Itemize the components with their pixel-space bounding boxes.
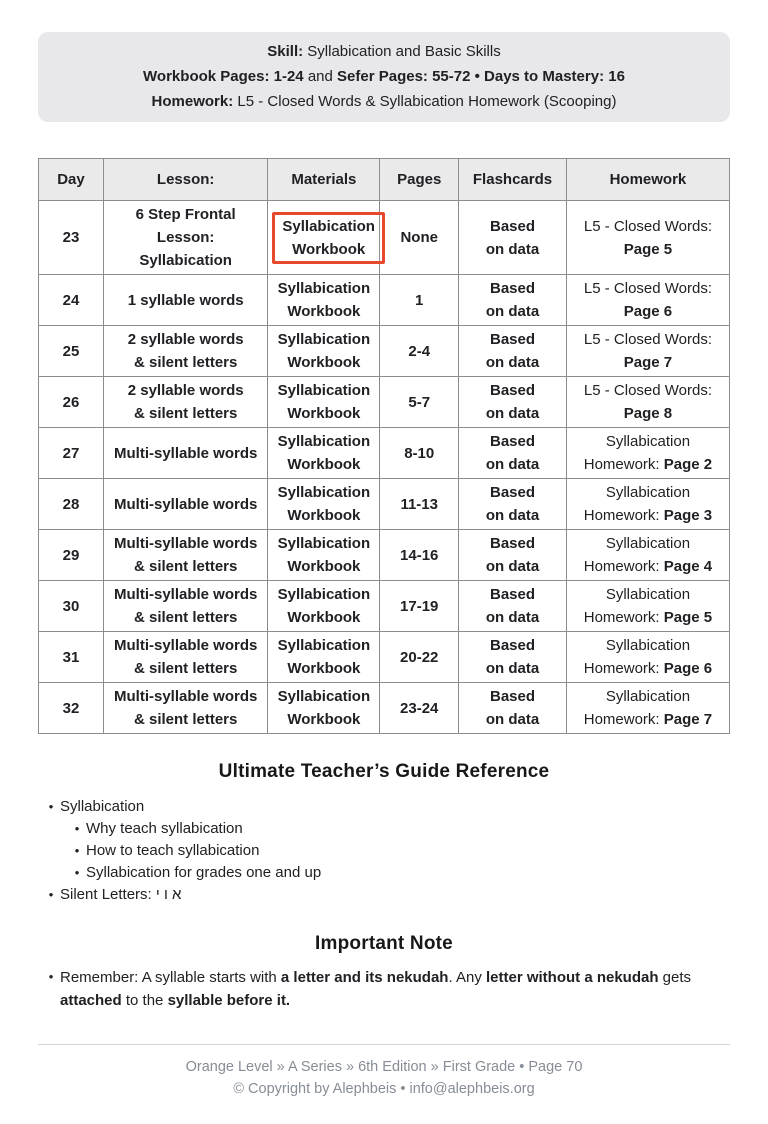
text-line: Based — [489, 535, 536, 552]
cell-lesson — [103, 530, 267, 581]
note-title: Important Note — [315, 933, 453, 954]
table-row — [39, 683, 730, 734]
reference-item-label: Silent Letters: א ו י — [60, 886, 182, 903]
bullet-icon: • — [74, 821, 80, 836]
note-text — [58, 966, 730, 1012]
cell-day: 27 — [39, 428, 104, 479]
text-line: Syllabication — [282, 217, 375, 235]
text-line: Syllabication — [139, 252, 232, 269]
text-line: Based — [489, 280, 536, 297]
text-line: Syllabication — [277, 637, 371, 654]
column-header-homework: Homework — [566, 159, 729, 201]
cell-materials — [268, 530, 380, 581]
text-line: Multi-syllable words — [114, 444, 258, 462]
text-line: Based — [489, 433, 536, 450]
text-segment: Syllabication — [605, 586, 691, 603]
text-line: Workbook — [287, 456, 361, 473]
table-row — [39, 201, 730, 275]
cell-homework — [566, 326, 729, 377]
footer-breadcrumb: Orange Level » A Series » 6th Edition » First Grade • Page 70 — [185, 1059, 583, 1075]
bullet-icon: • — [74, 865, 80, 880]
text-line: Based — [489, 331, 536, 348]
reference-list — [38, 796, 730, 906]
cell-homework — [566, 581, 729, 632]
text-segment: letter without a nekudah — [486, 969, 659, 986]
text-line: Workbook — [287, 609, 361, 626]
reference-item-label: Syllabication for grades one and up — [86, 864, 322, 881]
cell-day: 31 — [39, 632, 104, 683]
text-segment: L5 - Closed Words: — [583, 331, 712, 348]
cell-lesson — [103, 275, 267, 326]
table-row — [39, 428, 730, 479]
lesson-schedule-table — [38, 158, 730, 734]
text-segment: Page 2 — [663, 456, 713, 473]
text-line: 6 Step Frontal Lesson: — [135, 206, 236, 246]
cell-materials — [268, 428, 380, 479]
text-line: & silent letters — [133, 711, 238, 728]
cell-homework — [566, 428, 729, 479]
text-line: Syllabication — [277, 280, 371, 297]
column-header-materials: Materials — [268, 159, 380, 201]
cell-homework — [566, 632, 729, 683]
cell-pages: 1 — [380, 275, 459, 326]
cell-homework — [566, 683, 729, 734]
footer-copyright: © Copyright by Alephbeis • info@alephbeis.org — [233, 1081, 535, 1097]
summary-homework-line — [58, 89, 710, 114]
text-segment: Homework: — [583, 558, 664, 575]
text-line: Based — [489, 484, 536, 501]
cell-lesson — [103, 428, 267, 479]
reference-item-label: Syllabication — [60, 798, 145, 815]
text-line: on data — [485, 660, 540, 677]
cell-day: 26 — [39, 377, 104, 428]
text-line: Multi-syllable words — [114, 637, 258, 654]
cell-day: 24 — [39, 275, 104, 326]
note-item — [44, 966, 730, 1012]
table-body — [39, 201, 730, 734]
cell-flashcards — [459, 581, 567, 632]
cell-homework — [566, 479, 729, 530]
text-line: Workbook — [287, 354, 361, 371]
bullet-icon: • — [74, 843, 80, 858]
text-segment: L5 - Closed Words: — [583, 382, 712, 399]
text-line: Syllabication — [277, 535, 371, 552]
text-line: Multi-syllable words — [114, 688, 258, 705]
summary-pages-line — [58, 64, 710, 89]
text-segment: Homework: — [583, 660, 664, 677]
text-segment: Syllabication — [605, 484, 691, 501]
cell-lesson — [103, 326, 267, 377]
cell-lesson — [103, 581, 267, 632]
cell-flashcards — [459, 428, 567, 479]
text-segment: Page 7 — [623, 354, 673, 371]
text-line: & silent letters — [133, 354, 238, 371]
text-segment: Page 6 — [663, 660, 713, 677]
cell-flashcards — [459, 530, 567, 581]
cell-materials — [268, 377, 380, 428]
text-segment: Syllabication — [605, 535, 691, 552]
cell-pages: 8-10 — [380, 428, 459, 479]
text-segment: Page 7 — [663, 711, 713, 728]
text-segment: Page 5 — [623, 240, 673, 258]
text-segment: Syllabication — [605, 688, 691, 705]
cell-pages: None — [380, 201, 459, 275]
text-line: Workbook — [287, 660, 361, 677]
text-segment: to the — [121, 992, 168, 1009]
cell-materials — [268, 201, 380, 275]
cell-materials — [268, 581, 380, 632]
text-line: Workbook — [287, 711, 361, 728]
text-line: & silent letters — [133, 609, 238, 626]
text-segment: a letter and its nekudah — [280, 969, 449, 986]
cell-homework — [566, 377, 729, 428]
cell-lesson — [103, 201, 267, 275]
text-segment: gets — [658, 969, 692, 986]
cell-pages: 23-24 — [380, 683, 459, 734]
cell-day: 23 — [39, 201, 104, 275]
text-line: on data — [485, 303, 540, 320]
summary-skill-line — [58, 39, 710, 64]
cell-day: 28 — [39, 479, 104, 530]
cell-pages: 5-7 — [380, 377, 459, 428]
text-segment: . Any — [448, 969, 486, 986]
text-line: & silent letters — [133, 558, 238, 575]
cell-homework — [566, 530, 729, 581]
text-line: on data — [485, 711, 540, 728]
cell-day: 29 — [39, 530, 104, 581]
text-line: & silent letters — [133, 405, 238, 422]
text-line: Workbook — [292, 240, 366, 258]
column-header-day: Day — [39, 159, 104, 201]
bullet-icon: • — [48, 887, 54, 902]
cell-pages: 11-13 — [380, 479, 459, 530]
cell-materials — [268, 275, 380, 326]
text-line: 2 syllable words — [127, 331, 244, 348]
text-line: on data — [485, 558, 540, 575]
cell-lesson — [103, 479, 267, 530]
reference-title: Ultimate Teacher’s Guide Reference — [218, 761, 550, 782]
text-line: 2 syllable words — [127, 382, 244, 399]
text-segment: Homework: — [583, 711, 664, 728]
reference-list-item — [44, 796, 730, 818]
table-row — [39, 581, 730, 632]
cell-pages: 20-22 — [380, 632, 459, 683]
text-segment: L5 - Closed Words & Syllabication Homework (Scooping) — [233, 93, 617, 110]
cell-flashcards — [459, 275, 567, 326]
text-line: Multi-syllable words — [114, 495, 258, 513]
text-line: Based — [489, 688, 536, 705]
reference-item-label: How to teach syllabication — [86, 842, 260, 859]
text-segment: Skill: — [267, 43, 304, 60]
text-line: on data — [485, 354, 540, 371]
text-segment: Workbook Pages: 1-24 — [143, 68, 304, 85]
text-line: Based — [489, 382, 536, 399]
table-row — [39, 275, 730, 326]
cell-day: 32 — [39, 683, 104, 734]
cell-day: 25 — [39, 326, 104, 377]
text-line: on data — [485, 405, 540, 422]
cell-flashcards — [459, 632, 567, 683]
cell-day: 30 — [39, 581, 104, 632]
text-segment: Page 6 — [623, 303, 673, 320]
text-line: Workbook — [287, 558, 361, 575]
text-line: Syllabication — [277, 586, 371, 603]
text-segment: Homework: — [583, 507, 664, 524]
text-line: on data — [485, 240, 540, 258]
column-header-pages: Pages — [380, 159, 459, 201]
text-segment: Page 8 — [623, 405, 673, 422]
text-line: & silent letters — [133, 660, 238, 677]
cell-lesson — [103, 377, 267, 428]
reference-item-label: Why teach syllabication — [86, 820, 243, 837]
text-line: Based — [489, 217, 536, 235]
summary-box — [38, 32, 730, 122]
text-line: Workbook — [287, 405, 361, 422]
text-segment: Homework: — [151, 93, 234, 110]
note-section — [38, 966, 730, 1012]
text-line: Based — [489, 637, 536, 654]
table-row — [39, 377, 730, 428]
cell-flashcards — [459, 683, 567, 734]
text-segment: Syllabication — [605, 637, 691, 654]
text-line: Syllabication — [277, 382, 371, 399]
text-line: on data — [485, 609, 540, 626]
cell-homework — [566, 201, 729, 275]
cell-materials — [268, 683, 380, 734]
cell-flashcards — [459, 377, 567, 428]
text-segment: attached — [60, 992, 122, 1009]
column-header-flashcards: Flashcards — [459, 159, 567, 201]
table-row — [39, 326, 730, 377]
cell-materials — [268, 479, 380, 530]
cell-pages: 14-16 — [380, 530, 459, 581]
text-segment: Syllabication — [605, 433, 691, 450]
text-line: on data — [485, 456, 540, 473]
cell-flashcards — [459, 479, 567, 530]
table-row — [39, 632, 730, 683]
column-header-lesson: Lesson: — [103, 159, 267, 201]
cell-lesson — [103, 632, 267, 683]
text-segment: and — [303, 68, 338, 85]
cell-pages: 17-19 — [380, 581, 459, 632]
cell-flashcards — [459, 201, 567, 275]
text-line: Syllabication — [277, 688, 371, 705]
bullet-icon: • — [48, 969, 54, 984]
text-segment: Remember: A syllable starts with — [60, 969, 281, 986]
text-segment: Homework: — [583, 456, 664, 473]
cell-homework — [566, 275, 729, 326]
table-header-row — [39, 159, 730, 201]
table-row — [39, 479, 730, 530]
cell-materials — [268, 632, 380, 683]
text-line: Multi-syllable words — [114, 586, 258, 603]
cell-materials — [268, 326, 380, 377]
text-line: on data — [485, 507, 540, 524]
highlight-box — [272, 212, 385, 264]
text-segment: Page 3 — [663, 507, 713, 524]
text-segment: L5 - Closed Words: — [583, 217, 712, 235]
text-line: Based — [489, 586, 536, 603]
text-line: Multi-syllable words — [114, 535, 258, 552]
cell-pages: 2-4 — [380, 326, 459, 377]
text-segment: Syllabication and Basic Skills — [303, 43, 501, 60]
cell-flashcards — [459, 326, 567, 377]
text-segment: Sefer Pages: 55-72 • Days to Mastery: 16 — [337, 68, 625, 85]
text-line: Workbook — [287, 507, 361, 524]
text-line: 1 syllable words — [127, 291, 244, 309]
text-line: Syllabication — [277, 331, 371, 348]
table-row — [39, 530, 730, 581]
text-line: Workbook — [287, 303, 361, 320]
reference-list-item — [70, 862, 730, 884]
text-line: Syllabication — [277, 484, 371, 501]
text-segment: Page 5 — [663, 609, 713, 626]
text-segment: syllable before it. — [167, 992, 291, 1009]
cell-lesson — [103, 683, 267, 734]
footer-divider — [38, 1044, 730, 1045]
reference-list-item — [70, 840, 730, 862]
text-segment: Page 4 — [663, 558, 713, 575]
text-segment: Homework: — [583, 609, 664, 626]
bullet-icon: • — [48, 799, 54, 814]
reference-list-item — [70, 818, 730, 840]
reference-list-item — [44, 884, 730, 906]
text-segment: L5 - Closed Words: — [583, 280, 712, 297]
text-line: Syllabication — [277, 433, 371, 450]
